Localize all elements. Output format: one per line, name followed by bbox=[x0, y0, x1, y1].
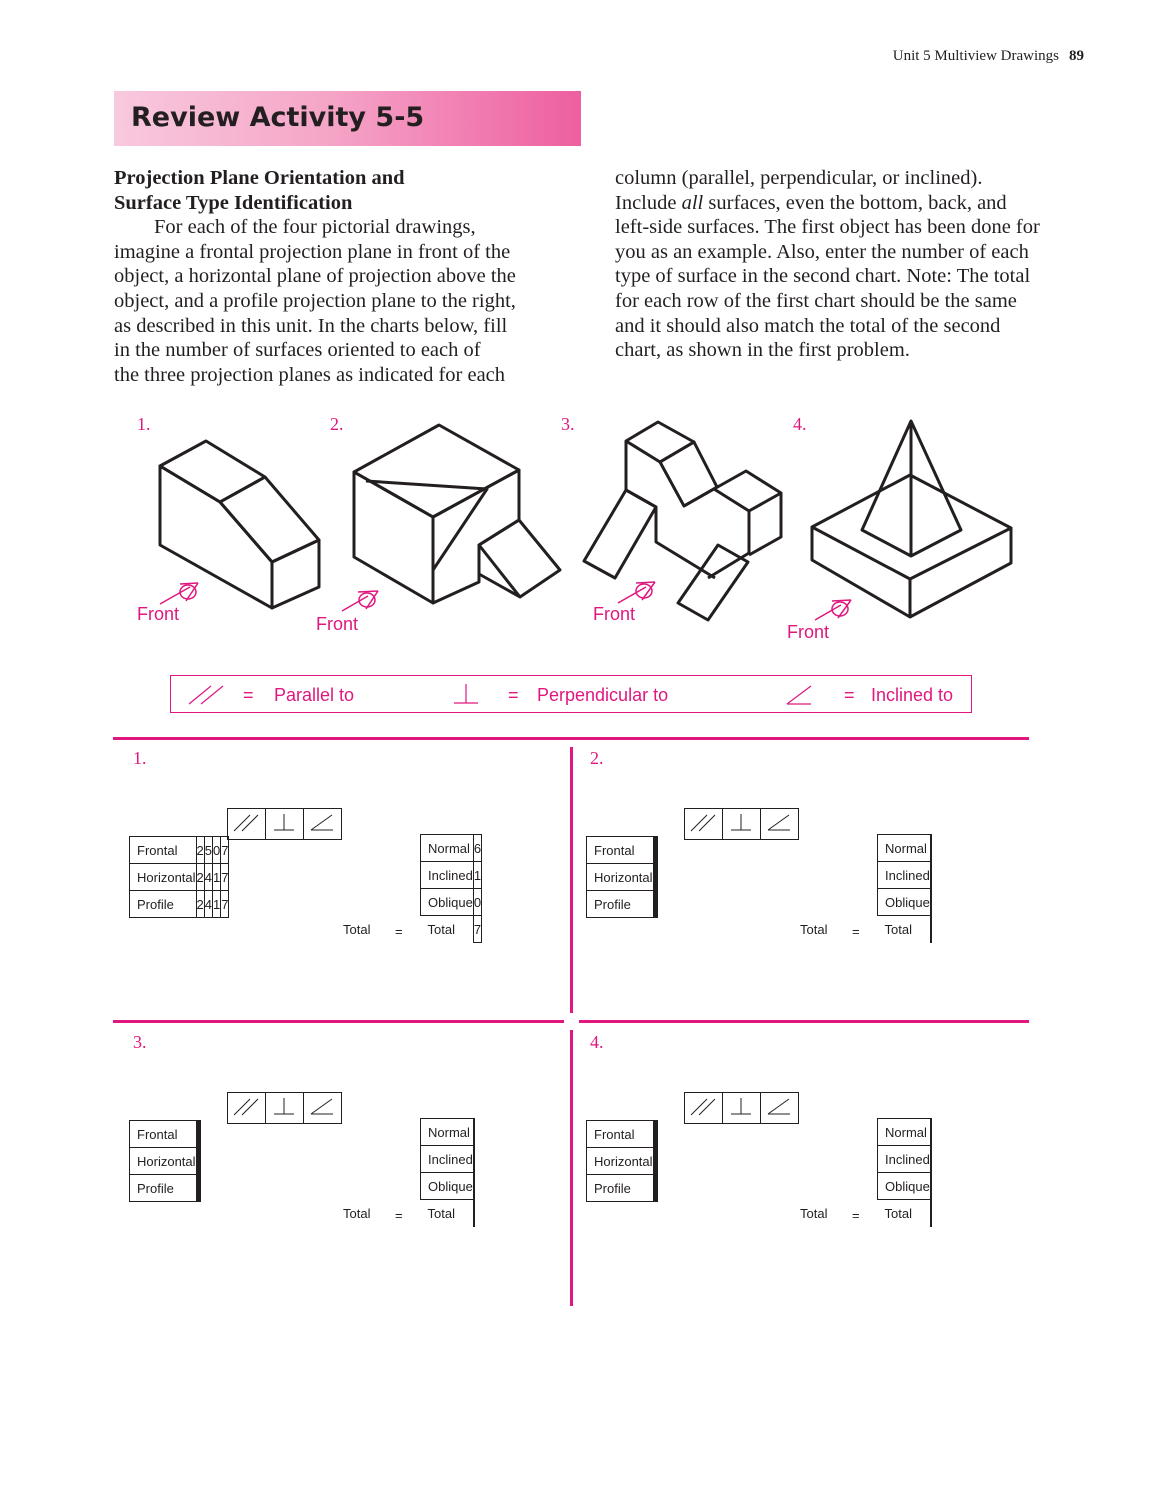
parallel-header-cell bbox=[685, 1093, 723, 1124]
divider-line bbox=[570, 1030, 573, 1306]
intro-line: as described in this unit. In the charts below, fill bbox=[114, 314, 508, 337]
intro-line: imagine a frontal projection plane in front of the bbox=[114, 240, 511, 263]
perpendicular-header-cell bbox=[266, 1093, 304, 1124]
object-4-drawing bbox=[812, 421, 1011, 617]
perpendicular-symbol-icon bbox=[723, 809, 760, 836]
plane-label: Horizontal bbox=[130, 1148, 197, 1175]
surface-type-row bbox=[878, 862, 932, 889]
surface-count-cell[interactable] bbox=[930, 1119, 931, 1146]
surface-type-row bbox=[421, 1119, 475, 1146]
parallel-symbol-icon bbox=[685, 809, 722, 836]
total-row bbox=[878, 1200, 932, 1227]
intro-line: the three projection planes as indicated for each bbox=[114, 363, 506, 386]
object-2-drawing bbox=[354, 425, 560, 603]
count-cell[interactable] bbox=[656, 891, 657, 918]
orientation-row bbox=[130, 1175, 201, 1202]
surface-type-row bbox=[878, 889, 932, 916]
count-cell[interactable] bbox=[656, 1175, 657, 1202]
surface-type-label: Inclined bbox=[878, 1146, 931, 1173]
front-arrow-icon bbox=[618, 582, 655, 603]
surface-count-cell[interactable]: 6 bbox=[473, 835, 481, 862]
orientation-row bbox=[130, 1148, 201, 1175]
orientation-row bbox=[587, 1148, 658, 1175]
total-cell[interactable] bbox=[930, 916, 931, 943]
total-cell[interactable]: 7 bbox=[473, 916, 481, 943]
orientation-row bbox=[130, 837, 229, 864]
count-cell[interactable]: 2 bbox=[196, 864, 204, 891]
surface-type-table bbox=[877, 1118, 932, 1227]
surface-type-label: Normal bbox=[878, 1119, 931, 1146]
divider-line bbox=[113, 1020, 564, 1023]
symbol-legend bbox=[170, 675, 972, 713]
equals-sign: = bbox=[395, 1208, 403, 1223]
front-label: Front bbox=[316, 614, 359, 634]
legend-equals: = bbox=[508, 685, 519, 705]
surface-type-row bbox=[421, 1173, 475, 1200]
count-cell[interactable]: 4 bbox=[204, 864, 212, 891]
plane-label: Profile bbox=[587, 891, 654, 918]
surface-type-row bbox=[421, 862, 482, 889]
intro-heading-2: Surface Type Identification bbox=[114, 191, 353, 214]
total-row bbox=[421, 1200, 475, 1227]
intro-line: object, a horizontal plane of projection above the bbox=[114, 265, 516, 288]
surface-type-label: Oblique bbox=[878, 1173, 931, 1200]
count-cell[interactable] bbox=[656, 864, 657, 891]
total-label: Total bbox=[800, 1206, 828, 1221]
figure-number: 1. bbox=[137, 414, 151, 434]
surface-type-table bbox=[420, 1118, 475, 1227]
symbol-header-row bbox=[684, 1092, 799, 1124]
surface-type-row bbox=[421, 1146, 475, 1173]
intro-line: for each row of the first chart should be the same bbox=[615, 289, 1017, 312]
total-label: Total bbox=[884, 1205, 912, 1221]
plane-label: Frontal bbox=[130, 837, 197, 864]
orientation-row bbox=[130, 1121, 201, 1148]
surface-type-table bbox=[877, 834, 932, 943]
intro-line: For each of the four pictorial drawings, bbox=[154, 216, 476, 239]
count-cell[interactable] bbox=[199, 1121, 200, 1148]
perpendicular-symbol-icon bbox=[266, 809, 303, 836]
surface-count-cell[interactable] bbox=[473, 1146, 474, 1173]
surface-type-label: Normal bbox=[878, 835, 931, 862]
inclined-header-cell bbox=[761, 809, 799, 840]
parallel-header-cell bbox=[685, 809, 723, 840]
intro-line: type of surface in the second chart. Note: The total bbox=[615, 265, 1031, 288]
parallel-header-cell bbox=[228, 809, 266, 840]
perpendicular-header-cell bbox=[723, 1093, 761, 1124]
front-label: Front bbox=[137, 604, 180, 624]
total-label: Total bbox=[800, 922, 828, 937]
parallel-header-cell bbox=[228, 1093, 266, 1124]
surface-count-cell[interactable] bbox=[930, 835, 931, 862]
surface-type-label: Oblique bbox=[878, 889, 931, 916]
plane-label: Frontal bbox=[130, 1121, 197, 1148]
total-label: Total bbox=[343, 1206, 371, 1221]
total-label: Total bbox=[884, 921, 912, 937]
parallel-symbol-icon bbox=[685, 1093, 722, 1120]
count-cell[interactable] bbox=[199, 1148, 200, 1175]
orientation-row bbox=[130, 864, 229, 891]
surface-type-row bbox=[421, 889, 482, 916]
intro-line: column (parallel, perpendicular, or inclined). bbox=[615, 167, 983, 189]
parallel-symbol-icon bbox=[228, 809, 265, 836]
count-cell[interactable]: 5 bbox=[204, 837, 212, 864]
orientation-row bbox=[587, 837, 658, 864]
intro-heading-1: Projection Plane Orientation and bbox=[114, 167, 405, 189]
pictorial-drawings bbox=[0, 0, 1156, 680]
inclined-symbol-icon bbox=[785, 684, 813, 706]
equals-sign: = bbox=[852, 924, 860, 939]
total-cell[interactable] bbox=[473, 1200, 474, 1227]
surface-type-row bbox=[878, 1146, 932, 1173]
surface-type-label: Inclined bbox=[878, 862, 931, 889]
surface-count-cell[interactable] bbox=[930, 889, 931, 916]
surface-type-table bbox=[420, 834, 482, 943]
orientation-table bbox=[586, 836, 658, 918]
surface-type-row bbox=[878, 1173, 932, 1200]
intro-line: object, and a profile projection plane to the right, bbox=[114, 289, 516, 312]
surface-type-label: Normal bbox=[421, 1119, 474, 1146]
legend-inclined-label: Inclined to bbox=[871, 685, 954, 705]
surface-count-cell[interactable] bbox=[473, 1173, 474, 1200]
plane-label: Horizontal bbox=[587, 1148, 654, 1175]
running-title: Unit 5 Multiview Drawings bbox=[892, 48, 1059, 64]
front-label: Front bbox=[787, 622, 830, 642]
perpendicular-symbol-icon bbox=[453, 682, 479, 706]
orientation-table bbox=[129, 1120, 201, 1202]
figure-number: 3. bbox=[561, 414, 575, 434]
inclined-header-cell bbox=[761, 1093, 799, 1124]
surface-count-cell[interactable] bbox=[473, 1119, 474, 1146]
symbol-header-row bbox=[227, 1092, 342, 1124]
total-label: Total bbox=[343, 922, 371, 937]
count-cell[interactable] bbox=[199, 1175, 200, 1202]
total-cell[interactable] bbox=[930, 1200, 931, 1227]
inclined-header-cell bbox=[304, 1093, 342, 1124]
orientation-row bbox=[130, 891, 229, 918]
legend-equals: = bbox=[243, 685, 254, 705]
plane-label: Horizontal bbox=[130, 864, 197, 891]
surface-type-label: Inclined bbox=[421, 1146, 474, 1173]
divider-line bbox=[579, 1020, 1029, 1023]
surface-count-cell[interactable]: 0 bbox=[473, 889, 481, 916]
problem-number: 2. bbox=[590, 748, 604, 768]
intro-line: left-side surfaces. The first object has been done for bbox=[615, 216, 1040, 239]
orientation-row bbox=[587, 1175, 658, 1202]
divider-line bbox=[113, 737, 1029, 740]
inclined-symbol-icon bbox=[761, 1093, 798, 1120]
orientation-row bbox=[587, 864, 658, 891]
intro-line: in the number of surfaces oriented to each of bbox=[114, 339, 481, 362]
surface-count-cell[interactable] bbox=[930, 1146, 931, 1173]
perpendicular-symbol-icon bbox=[266, 1093, 303, 1120]
count-cell[interactable]: 7 bbox=[221, 864, 229, 891]
parallel-symbol-icon bbox=[228, 1093, 265, 1120]
activity-title: Review Activity 5-5 bbox=[131, 102, 425, 133]
count-cell[interactable]: 4 bbox=[204, 891, 212, 918]
symbol-header-row bbox=[684, 808, 799, 840]
intro-line: and it should also match the total of the second bbox=[615, 314, 1001, 337]
plane-label: Profile bbox=[130, 1175, 197, 1202]
surface-type-row bbox=[421, 835, 482, 862]
surface-type-label: Oblique bbox=[421, 1173, 474, 1200]
problem-number: 1. bbox=[133, 748, 147, 768]
orientation-table bbox=[586, 1120, 658, 1202]
parallel-symbol-icon bbox=[187, 684, 231, 706]
plane-label: Profile bbox=[130, 891, 197, 918]
count-cell[interactable] bbox=[656, 1148, 657, 1175]
plane-label: Frontal bbox=[587, 1121, 654, 1148]
problem-number: 4. bbox=[590, 1032, 604, 1052]
front-label: Front bbox=[593, 604, 636, 624]
orientation-row bbox=[587, 1121, 658, 1148]
front-arrow-icon bbox=[160, 583, 198, 604]
figure-number: 2. bbox=[330, 414, 344, 434]
symbol-header-row bbox=[227, 808, 342, 840]
inclined-header-cell bbox=[304, 809, 342, 840]
total-row bbox=[878, 916, 932, 943]
object-1-drawing bbox=[160, 441, 319, 608]
surface-count-cell[interactable] bbox=[930, 1173, 931, 1200]
count-cell[interactable]: 1 bbox=[213, 891, 221, 918]
inclined-symbol-icon bbox=[761, 809, 798, 836]
divider-line bbox=[570, 747, 573, 1013]
surface-type-row bbox=[878, 1119, 932, 1146]
intro-line: you as an example. Also, enter the number of each bbox=[615, 240, 1029, 263]
count-cell[interactable]: 1 bbox=[213, 864, 221, 891]
figure-number: 4. bbox=[793, 414, 807, 434]
perpendicular-symbol-icon bbox=[723, 1093, 760, 1120]
inclined-symbol-icon bbox=[304, 809, 341, 836]
orientation-table bbox=[129, 836, 229, 918]
plane-label: Frontal bbox=[587, 837, 654, 864]
total-label: Total bbox=[427, 921, 455, 937]
legend-equals: = bbox=[844, 685, 855, 705]
equals-sign: = bbox=[395, 924, 403, 939]
front-arrow-icon bbox=[815, 600, 851, 620]
equals-sign: = bbox=[852, 1208, 860, 1223]
total-label: Total bbox=[427, 1205, 455, 1221]
surface-type-label: Inclined bbox=[421, 862, 474, 889]
intro-line: chart, as shown in the first problem. bbox=[615, 339, 910, 362]
surface-count-cell[interactable]: 1 bbox=[473, 862, 481, 889]
front-arrow-icon bbox=[342, 591, 378, 611]
legend-perpendicular-label: Perpendicular to bbox=[537, 685, 669, 705]
count-cell[interactable]: 0 bbox=[213, 837, 221, 864]
legend-parallel-label: Parallel to bbox=[274, 685, 355, 705]
problem-number: 3. bbox=[133, 1032, 147, 1052]
count-cell[interactable] bbox=[656, 1121, 657, 1148]
perpendicular-header-cell bbox=[266, 809, 304, 840]
count-cell[interactable] bbox=[656, 837, 657, 864]
count-cell[interactable]: 7 bbox=[221, 837, 229, 864]
count-cell[interactable]: 7 bbox=[221, 891, 229, 918]
object-3-drawing bbox=[584, 422, 781, 620]
orientation-row bbox=[587, 891, 658, 918]
surface-type-row bbox=[878, 835, 932, 862]
page-number: 89 bbox=[1069, 48, 1084, 64]
surface-count-cell[interactable] bbox=[930, 862, 931, 889]
total-row bbox=[421, 916, 482, 943]
plane-label: Horizontal bbox=[587, 864, 654, 891]
inclined-symbol-icon bbox=[304, 1093, 341, 1120]
count-cell[interactable]: 2 bbox=[196, 837, 204, 864]
perpendicular-header-cell bbox=[723, 809, 761, 840]
surface-type-label: Normal bbox=[421, 835, 474, 862]
plane-label: Profile bbox=[587, 1175, 654, 1202]
count-cell[interactable]: 2 bbox=[196, 891, 204, 918]
intro-line-emphasis: Include all surfaces, even the bottom, back, and bbox=[615, 191, 1007, 214]
surface-type-label: Oblique bbox=[421, 889, 474, 916]
